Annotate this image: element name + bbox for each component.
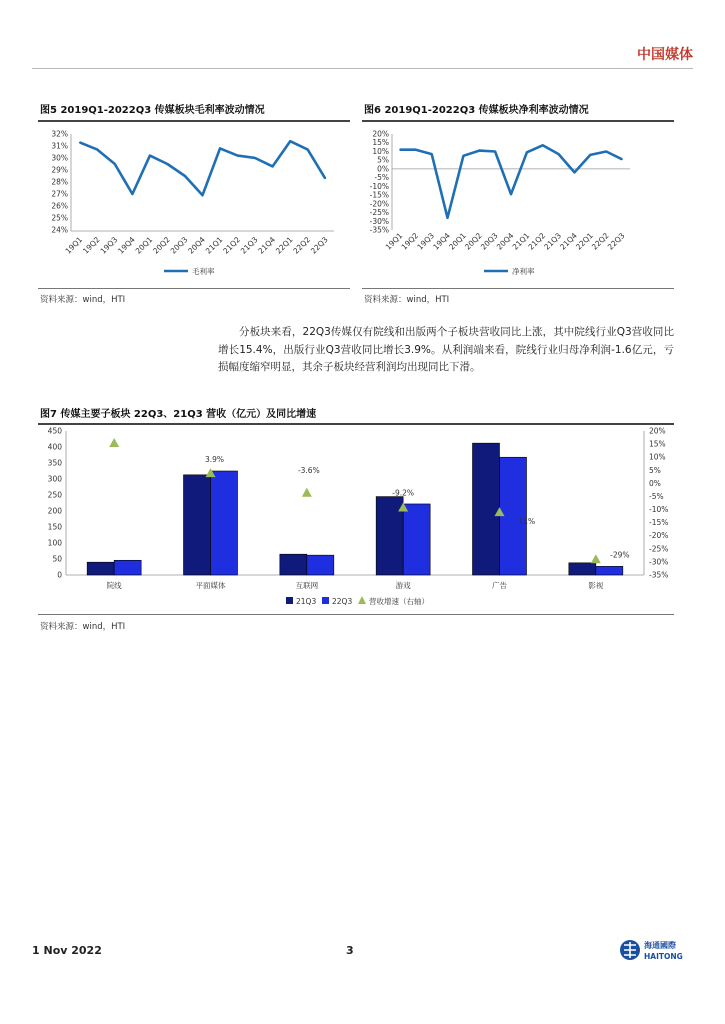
fig6-xtick-label: 20Q4 [494, 231, 516, 252]
fig6-ytick-label: -30% [369, 216, 389, 226]
fig6-ytick-label: 10% [372, 146, 389, 156]
fig7-bar-21q3 [376, 497, 403, 575]
fig7-left-tick-label: 300 [47, 474, 62, 484]
body-paragraph: 分板块来看，22Q3传媒仅有院线和出版两个子板块营收同比上涨，其中院线行业Q3营收同比增长15.4%，出版行业Q3营收同比增长3.9%。从利润端来看，院线行业归母净利润-1.6亿元，亏损幅度缩窄明显，其余子板块经营利润均出现同比下滑。 [218, 326, 674, 373]
fig5-xtick-label: 19Q3 [98, 235, 120, 256]
fig7-left-tick-label: 50 [52, 554, 62, 564]
fig6-xtick-label: 22Q1 [574, 231, 595, 252]
fig5-title: 图5 2019Q1-2022Q3 传媒板块毛利率波动情况 [40, 105, 265, 116]
fig7-category-label: 广告 [492, 581, 507, 590]
fig6-xtick-label: 22Q2 [589, 231, 611, 252]
fig6-series-line [400, 145, 622, 218]
fig6-data-point [463, 155, 465, 157]
haitong-logo [618, 934, 698, 966]
fig7-source: 资料来源：wind，HTI [40, 622, 126, 632]
fig5-ytick-label: 28% [51, 177, 68, 187]
fig5-source: 资料来源：wind，HTI [40, 295, 126, 305]
fig7-growth-label: 3.9% [204, 455, 225, 465]
fig7-category-label: 影视 [588, 581, 604, 590]
fig7-growth-label: -3.6% [297, 465, 320, 475]
fig7-right-tick-label: -10% [649, 505, 669, 515]
fig7-right-tick-label: -5% [649, 491, 664, 501]
fig6-ytick-label: -5% [374, 173, 389, 183]
fig7-bar-21q3 [473, 443, 500, 575]
logo-text-en: HAITONG [644, 952, 683, 961]
fig7-left-tick-label: 150 [47, 522, 62, 532]
fig7-bar-21q3 [184, 475, 211, 575]
fig5-xtick-label: 20Q4 [186, 235, 207, 256]
fig7-bar-22q3 [596, 566, 623, 575]
fig5-ytick-label: 32% [51, 129, 68, 139]
fig5-xtick-label: 21Q2 [221, 235, 242, 256]
fig5-xtick-label: 20Q3 [168, 235, 190, 256]
fig7-growth-label: -9.2% [392, 488, 415, 498]
fig7-bar-21q3 [569, 563, 596, 575]
fig6-xtick-label: 20Q2 [463, 231, 484, 252]
fig6-ytick-label: 5% [377, 155, 389, 165]
fig6-xtick-label: 20Q3 [478, 231, 500, 252]
fig7-left-tick-label: 350 [47, 458, 62, 468]
fig7-legend-swatch-growth [358, 596, 366, 604]
fig7-bar-22q3 [307, 555, 334, 575]
fig7-left-tick-label: 250 [47, 490, 62, 500]
fig5-series-line [80, 141, 325, 195]
fig5-ytick-label: 31% [51, 141, 68, 151]
fig5-ytick-label: 29% [51, 165, 68, 175]
fig5-xtick-label: 19Q4 [116, 235, 137, 256]
fig6-data-point [447, 217, 449, 219]
fig5-top-rule [38, 120, 350, 122]
fig7-right-tick-label: -25% [649, 544, 669, 554]
fig6-data-point [415, 149, 417, 151]
fig6-ytick-label: 15% [372, 138, 389, 148]
fig6-xtick-label: 22Q3 [605, 231, 627, 252]
header-divider [32, 68, 693, 69]
fig7-bar-21q3 [280, 554, 307, 575]
fig5-chart [38, 124, 350, 284]
fig5-xtick-label: 22Q3 [308, 235, 330, 256]
page-header-title: 中国媒体 [637, 47, 693, 63]
fig5-data-point [79, 142, 81, 144]
logo-text-cn: 海通國際 [644, 941, 676, 950]
fig7-bar-22q3 [114, 560, 141, 575]
page-number: 3 [346, 944, 354, 957]
fig6-data-point [478, 150, 480, 152]
fig7-right-tick-label: 10% [649, 452, 666, 462]
fig7-category-label: 平面媒体 [195, 581, 226, 590]
fig5-data-point [289, 140, 291, 142]
fig7-left-tick-label: 200 [47, 506, 62, 516]
fig5-data-point [307, 149, 309, 151]
fig5-data-point [97, 149, 99, 151]
fig7-bar-21q3 [87, 562, 114, 575]
fig5-data-point [202, 194, 204, 196]
fig7-legend-label-growth: 营收增速（右轴） [369, 597, 429, 606]
fig7-right-tick-label: -15% [649, 518, 669, 528]
fig6-top-rule [362, 120, 674, 122]
fig5-xtick-label: 19Q2 [81, 235, 102, 256]
fig7-right-tick-label: 0% [649, 478, 661, 488]
fig7-right-tick-label: -35% [649, 570, 669, 580]
fig7-bottom-rule [38, 614, 674, 615]
fig6-data-point [526, 152, 528, 154]
fig6-ytick-label: -20% [369, 199, 389, 209]
fig5-data-point [254, 157, 256, 159]
fig7-right-tick-label: 5% [649, 465, 661, 475]
fig7-growth-marker [591, 554, 601, 563]
fig5-bottom-rule [38, 288, 350, 289]
fig6-xtick-label: 19Q1 [383, 231, 405, 252]
fig5-xtick-label: 19Q1 [63, 235, 85, 256]
fig6-ytick-label: 0% [377, 164, 389, 174]
fig5-xtick-label: 20Q2 [151, 235, 172, 256]
fig6-bottom-rule [362, 288, 674, 289]
fig7-right-tick-label: -30% [649, 557, 669, 567]
fig7-category-label: 互联网 [295, 581, 319, 590]
fig7-legend-swatch-21q3 [286, 597, 293, 604]
fig5-xtick-label: 20Q1 [133, 235, 155, 256]
fig5-ytick-label: 24% [51, 225, 68, 235]
fig5-legend-label: 毛利率 [192, 267, 215, 276]
fig5-ytick-label: 25% [51, 213, 68, 223]
fig6-legend-label: 净利率 [512, 267, 535, 276]
fig7-growth-label: -29% [610, 550, 630, 560]
fig7-chart [38, 424, 674, 614]
fig5-data-point [219, 148, 221, 150]
footer-date: 1 Nov 2022 [32, 944, 102, 957]
fig7-left-tick-label: 400 [47, 442, 62, 452]
fig5-data-point [324, 178, 326, 180]
fig5-xtick-label: 21Q1 [203, 235, 225, 256]
fig6-ytick-label: -10% [369, 181, 389, 191]
fig7-left-tick-label: 100 [47, 538, 62, 548]
fig7-bar-22q3 [403, 504, 430, 575]
fig5-ytick-label: 27% [51, 189, 68, 199]
fig6-xtick-label: 19Q3 [415, 231, 437, 252]
fig6-data-point [558, 153, 560, 155]
fig5-xtick-label: 21Q4 [256, 235, 278, 256]
fig5-data-point [167, 163, 169, 165]
fig7-category-label: 院线 [106, 581, 122, 590]
fig6-xtick-label: 21Q2 [526, 231, 548, 252]
fig7-left-tick-label: 0 [57, 570, 62, 580]
fig7-legend-label-22q3: 22Q3 [332, 597, 353, 606]
fig5-data-point [184, 175, 186, 177]
fig7-right-tick-label: 20% [649, 426, 666, 436]
fig5-data-point [237, 155, 239, 157]
fig6-data-point [590, 154, 592, 156]
fig6-data-point [510, 193, 512, 195]
fig6-xtick-label: 21Q3 [542, 231, 564, 252]
fig6-data-point [621, 159, 623, 161]
fig6-xtick-label: 20Q1 [447, 231, 468, 252]
fig6-xtick-label: 21Q1 [510, 231, 532, 252]
fig6-ytick-label: -25% [369, 208, 389, 218]
fig7-growth-marker [109, 438, 119, 447]
fig7-right-tick-label: 15% [649, 439, 666, 449]
fig7-left-tick-label: 450 [47, 426, 62, 436]
fig5-xtick-label: 21Q3 [238, 235, 260, 256]
fig7-title: 图7 传媒主要子板块 22Q3、21Q3 营收（亿元）及同比增速 [40, 409, 317, 420]
fig6-ytick-label: 20% [372, 129, 389, 139]
fig7-growth-marker [302, 488, 312, 497]
fig6-title: 图6 2019Q1-2022Q3 传媒板块净利率波动情况 [364, 105, 589, 116]
fig7-right-tick-label: -20% [649, 531, 669, 541]
fig7-legend-label-21q3: 21Q3 [296, 597, 317, 606]
fig7-category-label: 游戏 [395, 581, 411, 590]
fig7-bar-22q3 [211, 471, 238, 575]
fig6-data-point [605, 151, 607, 153]
fig6-ytick-label: -35% [369, 225, 389, 235]
fig5-data-point [149, 155, 151, 157]
fig5-xtick-label: 22Q1 [273, 235, 295, 256]
fig6-ytick-label: -15% [369, 190, 389, 200]
fig6-xtick-label: 19Q2 [399, 231, 421, 252]
fig6-xtick-label: 19Q4 [431, 231, 452, 252]
fig6-data-point [574, 172, 576, 174]
fig6-source: 资料来源：wind，HTI [364, 295, 450, 305]
fig6-data-point [431, 153, 433, 155]
fig5-ytick-label: 26% [51, 201, 68, 211]
fig6-xtick-label: 21Q4 [558, 231, 579, 252]
fig7-legend-swatch-22q3 [322, 597, 329, 604]
fig5-data-point [114, 163, 116, 165]
fig6-data-point [542, 145, 544, 147]
fig5-data-point [132, 193, 134, 195]
fig5-xtick-label: 22Q2 [291, 235, 313, 256]
fig5-data-point [272, 166, 274, 168]
fig6-data-point [399, 149, 401, 151]
fig6-chart [362, 124, 674, 284]
fig5-ytick-label: 30% [51, 153, 68, 163]
fig6-data-point [494, 151, 496, 153]
fig7-growth-label: -11% [515, 517, 536, 527]
